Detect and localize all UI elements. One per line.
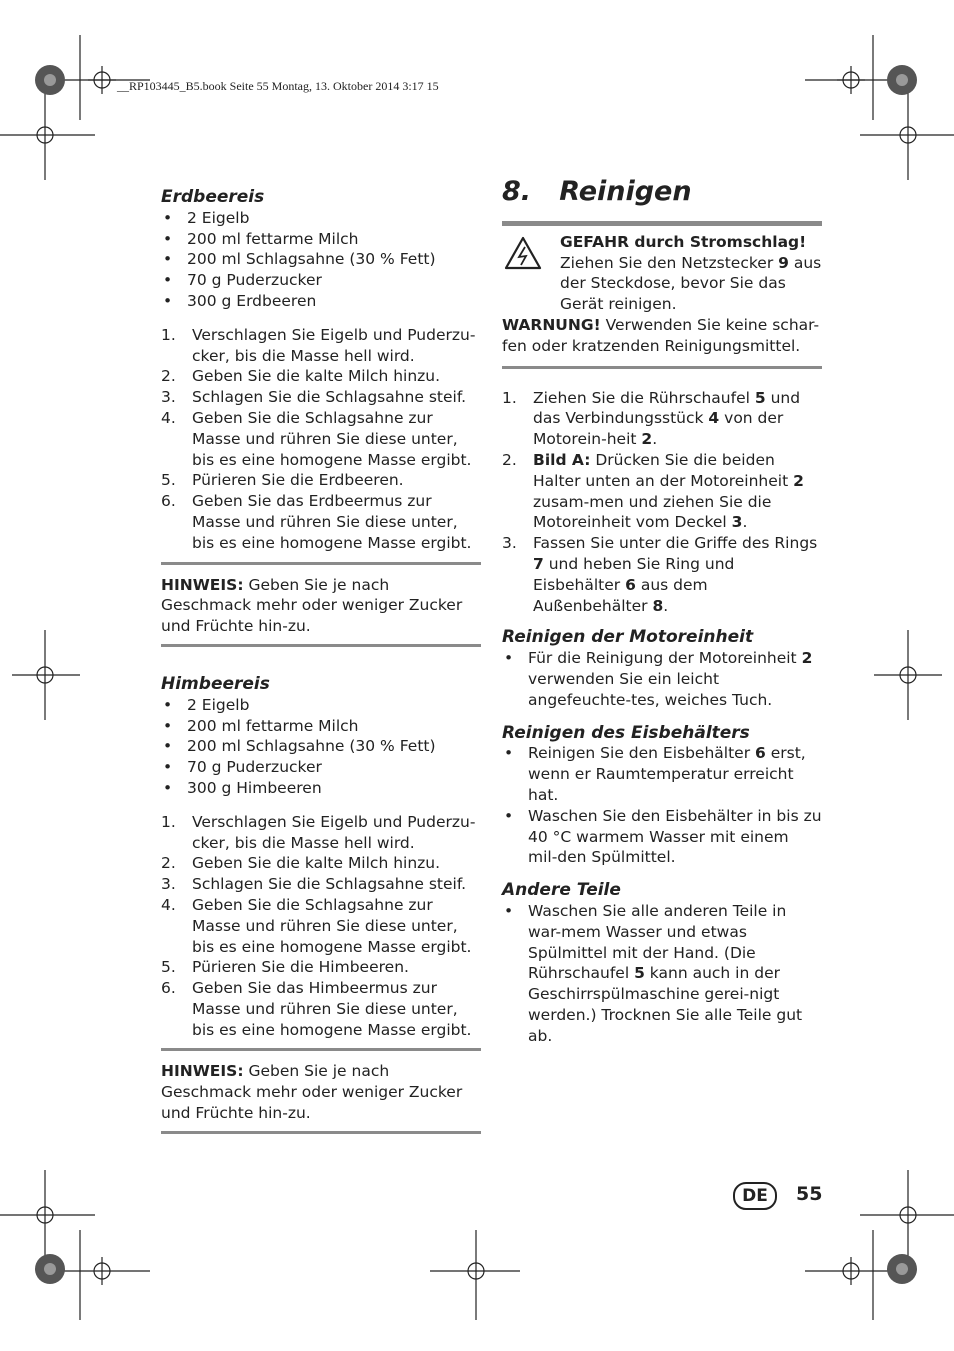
- step-item: 5. Pürieren Sie die Himbeeren.: [161, 958, 409, 977]
- divider: [161, 1048, 481, 1051]
- step-item: 1. Ziehen Sie die Rührschaufel 5 und das Verbindungsstück 4 von der Motorein-heit 2.: [502, 388, 801, 449]
- left-column: [161, 187, 481, 1134]
- ingredient-item: • 200 ml fettarme Milch: [161, 716, 481, 737]
- list-item: • Waschen Sie alle anderen Teile in war-mem Wasser und etwas Spülmittel mit der Hand. (Die Rührschaufel 5 kann auch in der Geschirrspülmaschine gerei-nigt werden.) Trocknen Sie alle Teile gut ab.: [502, 901, 822, 1047]
- step-item: 5. Pürieren Sie die Erdbeeren.: [161, 471, 404, 490]
- step-item: 2. Bild A: Drücken Sie die beiden Halter unten an der Motoreinheit 2 zusam-men und ziehen Sie die Motoreinheit vom Deckel 3.: [502, 450, 804, 532]
- ingredient-item: • 300 g Himbeeren: [161, 778, 481, 799]
- step-item: 3. Fassen Sie unter die Griffe des Rings 7 und heben Sie Ring und Eisbehälter 6 aus dem Außenbehälter 8.: [502, 534, 818, 615]
- divider: [161, 562, 481, 565]
- subsection-title-andere: Andere Teile: [502, 880, 621, 901]
- list-item: • Für die Reinigung der Motoreinheit 2 verwenden Sie ein leicht angefeuchte-tes, weiches Tuch.: [502, 648, 822, 710]
- ingredient-item: • 200 ml Schlagsahne (30 % Fett): [161, 249, 481, 270]
- step-item: 1. Verschlagen Sie Eigelb und Puderzu-cker, bis die Masse hell wird.: [161, 325, 476, 365]
- language-badge: DE: [733, 1182, 777, 1210]
- danger-notice: GEFAHR durch Stromschlag! Ziehen Sie den Netzstecker 9 aus der Steckdose, bevor Sie das Gerät reinigen.: [560, 232, 822, 314]
- ingredient-item: • 300 g Erdbeeren: [161, 291, 481, 312]
- step-item: 3. Schlagen Sie die Schlagsahne steif.: [161, 388, 467, 407]
- step-item: 6. Geben Sie das Himbeermus zur Masse und rühren Sie diese unter, bis es eine homogene Masse ergibt.: [161, 979, 472, 1039]
- ingredient-item: • 200 ml fettarme Milch: [161, 229, 481, 250]
- list-item: • Waschen Sie den Eisbehälter in bis zu 40 °C warmem Wasser mit einem mil-den Spülmittel.: [502, 806, 822, 868]
- page-number: 55: [796, 1183, 823, 1205]
- recipe-title-himbeereis: Himbeereis: [161, 673, 270, 694]
- section-title: 8. Reinigen: [502, 176, 692, 207]
- subsection-title-eisbehaelter: Reinigen des Eisbehälters: [502, 722, 750, 743]
- divider: [161, 1131, 481, 1134]
- step-item: 2. Geben Sie die kalte Milch hinzu.: [161, 854, 441, 873]
- ingredient-item: • 2 Eigelb: [161, 695, 481, 716]
- ingredient-item: • 2 Eigelb: [161, 208, 481, 229]
- list-item: • Reinigen Sie den Eisbehälter 6 erst, wenn er Raumtemperatur erreicht hat.: [502, 743, 822, 805]
- ingredient-item: • 200 ml Schlagsahne (30 % Fett): [161, 736, 481, 757]
- step-item: 4. Geben Sie die Schlagsahne zur Masse und rühren Sie diese unter, bis es eine homogene Masse ergibt.: [161, 408, 472, 469]
- ingredient-item: • 70 g Puderzucker: [161, 757, 481, 778]
- note-erdbeereis: HINWEIS: Geben Sie je nach Geschmack mehr oder weniger Zucker und Früchte hin-zu.: [161, 575, 463, 636]
- warning-notice: WARNUNG! Verwenden Sie keine schar-fen oder kratzenden Reinigungsmittel.: [502, 315, 820, 355]
- step-item: 3. Schlagen Sie die Schlagsahne steif.: [161, 875, 467, 894]
- subsection-title-motor: Reinigen der Motoreinheit: [502, 627, 754, 648]
- safety-box: [502, 221, 822, 357]
- print-header: __RP103445_B5.book Seite 55 Montag, 13. Oktober 2014 3:17 15: [117, 79, 439, 93]
- recipe-title-erdbeereis: Erdbeereis: [161, 187, 265, 207]
- step-item: 2. Geben Sie die kalte Milch hinzu.: [161, 367, 441, 386]
- step-item: 6. Geben Sie das Erdbeermus zur Masse und rühren Sie diese unter, bis es eine homogene Masse ergibt.: [161, 492, 472, 552]
- note-himbeereis: HINWEIS: Geben Sie je nach Geschmack mehr oder weniger Zucker und Früchte hin-zu.: [161, 1062, 463, 1123]
- electric-hazard-icon: [504, 236, 542, 270]
- ingredient-item: • 70 g Puderzucker: [161, 270, 481, 291]
- step-item: 4. Geben Sie die Schlagsahne zur Masse und rühren Sie diese unter, bis es eine homogene Masse ergibt.: [161, 895, 472, 956]
- right-column: [502, 176, 822, 1046]
- step-item: 1. Verschlagen Sie Eigelb und Puderzu-cker, bis die Masse hell wird.: [161, 812, 476, 852]
